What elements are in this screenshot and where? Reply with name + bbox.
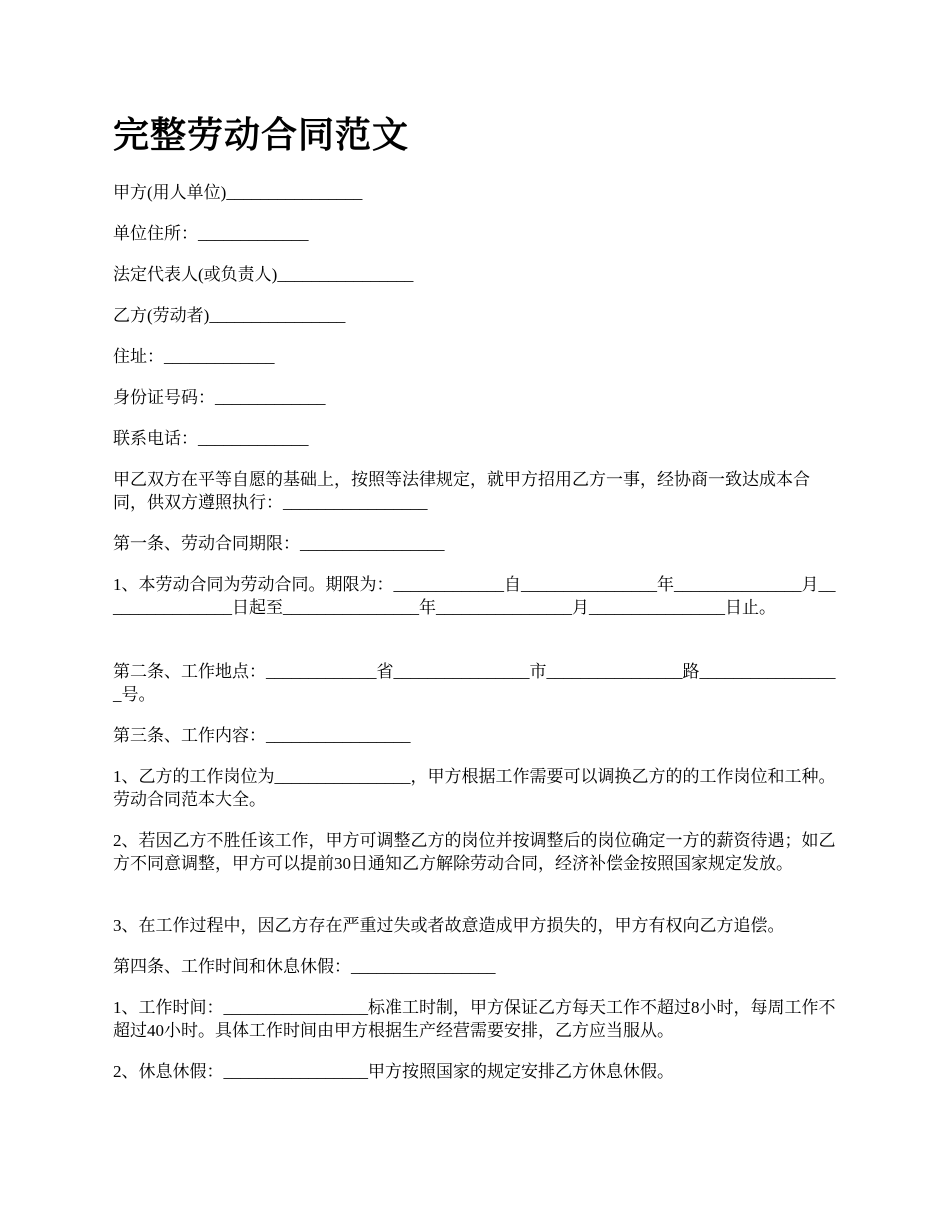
article-4-heading: 第四条、工作时间和休息休假：_________________ [113, 957, 496, 976]
document-title: 完整劳动合同范文 [113, 115, 410, 156]
id-number-line: 身份证号码：_____________ [113, 388, 326, 407]
employer-address-line: 单位住所：_____________ [113, 224, 309, 243]
article-3-item-1: 1、乙方的工作岗位为________________，甲方根据工作需要可以调换乙方的的工作岗位和工种。劳动合同范本大全。 [113, 767, 836, 809]
preamble-paragraph: 甲乙双方在平等自愿的基础上，按照等法律规定，就甲方招用乙方一事，经协商一致达成本合同，供双方遵照执行：_________________ [113, 470, 810, 512]
article-3-item-3: 3、在工作过程中，因乙方存在严重过失或者故意造成甲方损失的，甲方有权向乙方追偿。 [113, 916, 785, 935]
article-2-location-paragraph: 第二条、工作地点：_____________省________________市________________路_________________号。 [113, 662, 836, 704]
phone-line: 联系电话：_____________ [113, 429, 309, 448]
article-1-term-paragraph: 1、本劳动合同为劳动合同。期限为：_____________自________________年_______________月________________日起至________________年________________月________________日止。 [113, 575, 836, 617]
article-3-heading: 第三条、工作内容：_________________ [113, 726, 411, 745]
article-3-item-2: 2、若因乙方不胜任该工作，甲方可调整乙方的岗位并按调整后的岗位确定一方的薪资待遇；如乙方不同意调整，甲方可以提前30日通知乙方解除劳动合同，经济补偿金按照国家规定发放。 [113, 831, 836, 873]
worker-address-line: 住址：_____________ [113, 347, 275, 366]
article-1-heading: 第一条、劳动合同期限：_________________ [113, 534, 445, 553]
legal-representative-line: 法定代表人(或负责人)________________ [113, 265, 414, 284]
article-4-item-1: 1、工作时间：_________________标准工时制，甲方保证乙方每天工作不超过8小时，每周工作不超过40小时。具体工作时间由甲方根据生产经营需要安排，乙方应当服从。 [113, 998, 836, 1040]
article-4-item-2: 2、休息休假：_________________甲方按照国家的规定安排乙方休息休假。 [113, 1062, 674, 1081]
party-a-employer-line: 甲方(用人单位)________________ [113, 183, 363, 202]
party-b-worker-line: 乙方(劳动者)________________ [113, 306, 346, 325]
document-page [113, 0, 841, 1230]
